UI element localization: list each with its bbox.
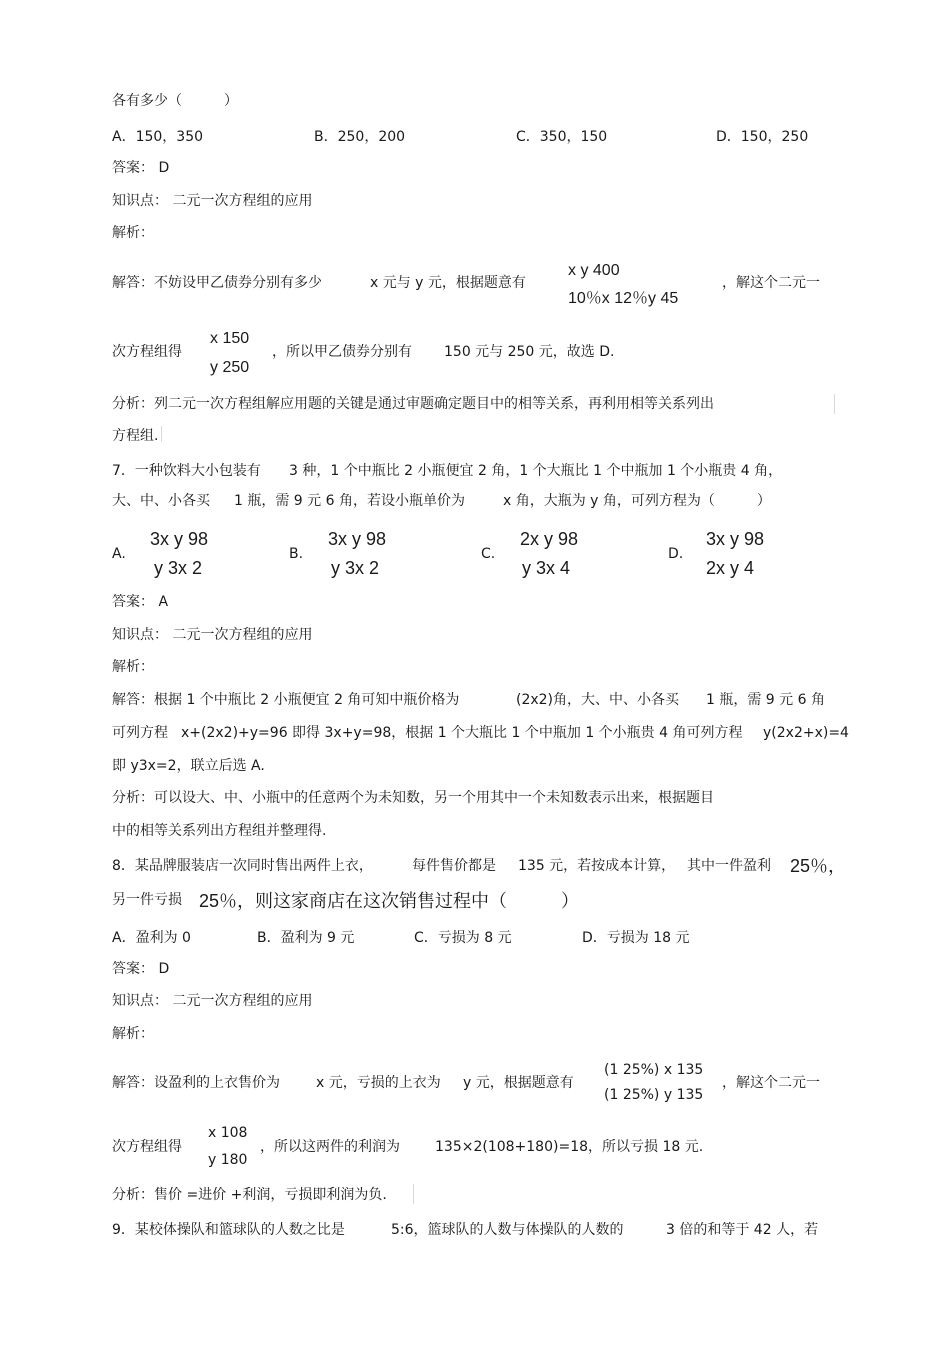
q7-option-d-row1: 3x y 98 bbox=[706, 529, 765, 549]
q7-stem-line1b: 3 种，1 个中瓶比 2 小瓶便宜 2 角，1 个大瓶比 1 个中瓶加 1 个小瓶贵 4 角， bbox=[289, 463, 783, 479]
q7-option-c-label: C. bbox=[481, 546, 496, 562]
q6-analysis-line2: 方程组. bbox=[112, 428, 159, 444]
q8-stem-line1e: 25％， bbox=[790, 856, 847, 876]
q8-solution-line1a: 解答：设盈利的上衣售价为 bbox=[112, 1075, 280, 1091]
q7-solution-line2a: 可列方程 bbox=[112, 725, 168, 741]
q7-option-a-row2: y 3x 2 bbox=[154, 558, 203, 578]
q8-stem-line1a: 8．某品牌服装店一次同时售出两件上衣， bbox=[112, 858, 373, 874]
q7-solution-line1c: 1 瓶，需 9 元 6 角 bbox=[706, 692, 825, 708]
q8-equation1-row1: (1 25%) x 135 bbox=[604, 1062, 704, 1078]
q7-option-a-row1: 3x y 98 bbox=[150, 529, 209, 549]
q8-analysis: 分析：售价 =进价 +利润，亏损即利润为负. bbox=[112, 1187, 387, 1203]
q6-equation2-row1: x 150 bbox=[210, 330, 250, 347]
q9-stem-line1b: 5:6，篮球队的人数与体操队的人数的 bbox=[391, 1222, 624, 1238]
q7-stem-line2b: 1 瓶，需 9 元 6 角，若设小瓶单价为 bbox=[234, 493, 465, 509]
q8-option-a: A．盈利为 0 bbox=[112, 930, 191, 946]
q7-option-c-row2: y 3x 4 bbox=[522, 558, 571, 578]
q6-solution-line2c: 150 元与 250 元，故选 D. bbox=[444, 344, 615, 360]
q8-equation2-row2: y 180 bbox=[208, 1152, 248, 1168]
q7-option-d-row2: 2x y 4 bbox=[706, 558, 755, 578]
q7-solution-line2b: x+(2x2)+y=96 即得 3x+y=98，根据 1 个大瓶比 1 个中瓶加 1 个小瓶贵 4 角可列方程 bbox=[181, 725, 743, 741]
q8-option-b: B．盈利为 9 元 bbox=[257, 930, 355, 946]
q7-analysis-line1: 分析：可以设大、中、小瓶中的任意两个为未知数，另一个用其中一个未知数表示出来，根据题目 bbox=[112, 790, 714, 806]
q8-answer: 答案： D bbox=[112, 961, 170, 977]
q6-solution-line2a: 次方程组得 bbox=[112, 344, 182, 360]
q7-analysis-heading: 解析： bbox=[112, 659, 154, 675]
q6-analysis-heading: 解析： bbox=[112, 225, 154, 241]
q8-analysis-heading: 解析： bbox=[112, 1026, 154, 1042]
q8-solution-line1d: ，解这个二元一 bbox=[722, 1075, 820, 1091]
q7-solution-line1b: (2x2)角，大、中、小各买 bbox=[516, 692, 680, 708]
q6-solution-line1c: ，解这个二元一 bbox=[722, 275, 820, 291]
q7-stem-line2a: 大、中、小各买 bbox=[112, 493, 210, 509]
q7-option-b-row2: y 3x 2 bbox=[331, 558, 380, 578]
q7-option-c-row1: 2x y 98 bbox=[520, 529, 579, 549]
q8-stem-line2a: 另一件亏损 bbox=[112, 892, 182, 908]
q8-solution-line2a: 次方程组得 bbox=[112, 1139, 182, 1155]
q6-equation1-row2: 10％x 12％y 45 bbox=[568, 290, 679, 307]
q8-solution-line1b: x 元，亏损的上衣为 bbox=[316, 1075, 441, 1091]
q7-stem-line1a: 7．一种饮料大小包装有 bbox=[112, 463, 261, 479]
q7-option-d-label: D. bbox=[668, 546, 684, 562]
q8-solution-line1c: y 元，根据题意有 bbox=[463, 1075, 574, 1091]
q9-stem-line1c: 3 倍的和等于 42 人，若 bbox=[666, 1222, 819, 1238]
q6-option-a: A．150，350 bbox=[112, 129, 204, 145]
q6-option-b: B．250，200 bbox=[314, 129, 406, 145]
q8-option-d: D．亏损为 18 元 bbox=[582, 930, 690, 946]
q8-stem-line2b: 25％，则这家商店在这次销售过程中（ ） bbox=[199, 891, 580, 911]
q6-analysis-line1: 分析：列二元一次方程组解应用题的关键是通过审题确定题目中的相等关系，再利用相等关系列出 bbox=[112, 396, 714, 412]
q6-solution-line1a: 解答：不妨设甲乙债券分别有多少 bbox=[112, 275, 322, 291]
q7-solution-line2c: y(2x2+x)=4 bbox=[763, 725, 849, 741]
q6-answer: 答案： D bbox=[112, 160, 170, 176]
margin-mark bbox=[161, 426, 162, 442]
q6-tail: 各有多少（ ） bbox=[112, 93, 238, 109]
q6-option-d: D．150，250 bbox=[716, 129, 809, 145]
q8-solution-line2b: ，所以这两件的利润为 bbox=[260, 1139, 400, 1155]
q8-stem-line1c: 135 元，若按成本计算， bbox=[518, 858, 676, 874]
margin-mark bbox=[413, 1184, 414, 1204]
q7-analysis-line2: 中的相等关系列出方程组并整理得. bbox=[112, 823, 327, 839]
q8-option-c: C．亏损为 8 元 bbox=[414, 930, 512, 946]
q8-knowledge-point: 知识点： 二元一次方程组的应用 bbox=[112, 993, 313, 1009]
q6-equation2-row2: y 250 bbox=[210, 359, 250, 376]
q8-solution-line2c: 135×2(108+180)=18，所以亏损 18 元. bbox=[435, 1139, 704, 1155]
q6-equation1-row1: x y 400 bbox=[568, 262, 620, 279]
q7-option-b-row1: 3x y 98 bbox=[328, 529, 387, 549]
margin-mark bbox=[834, 394, 835, 414]
q6-knowledge-point: 知识点： 二元一次方程组的应用 bbox=[112, 193, 313, 209]
q6-solution-line2b: ，所以甲乙债券分别有 bbox=[272, 344, 412, 360]
q7-stem-line2c: x 角，大瓶为 y 角，可列方程为（ ） bbox=[503, 493, 771, 509]
q7-option-b-label: B. bbox=[289, 546, 304, 562]
q8-equation2-row1: x 108 bbox=[208, 1125, 248, 1141]
q7-knowledge-point: 知识点： 二元一次方程组的应用 bbox=[112, 627, 313, 643]
q8-stem-line1d: 其中一件盈利 bbox=[687, 858, 771, 874]
q7-option-a-label: A. bbox=[112, 546, 126, 562]
q7-solution-line1a: 解答：根据 1 个中瓶比 2 小瓶便宜 2 角可知中瓶价格为 bbox=[112, 692, 460, 708]
q6-option-c: C．350，150 bbox=[516, 129, 608, 145]
q8-equation1-row2: (1 25%) y 135 bbox=[604, 1087, 704, 1103]
q7-solution-line3: 即 y3x=2，联立后选 A. bbox=[112, 758, 265, 774]
q7-answer: 答案： A bbox=[112, 594, 169, 610]
q9-stem-line1a: 9．某校体操队和篮球队的人数之比是 bbox=[112, 1222, 345, 1238]
q8-stem-line1b: 每件售价都是 bbox=[412, 858, 496, 874]
q6-solution-line1b: x 元与 y 元，根据题意有 bbox=[370, 275, 526, 291]
